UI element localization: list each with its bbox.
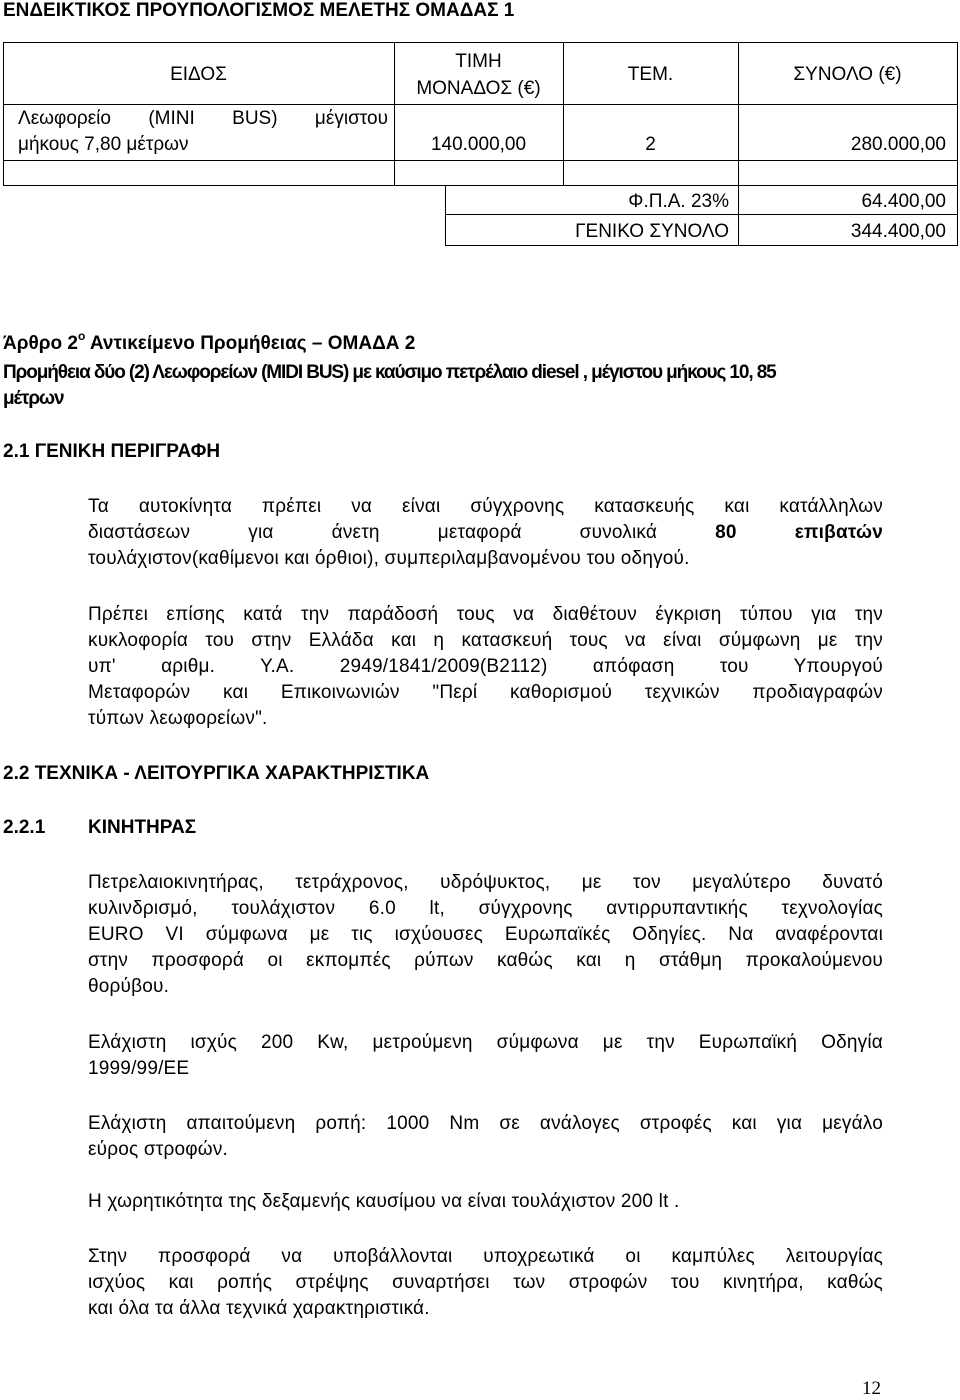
budget-table — [3, 42, 958, 247]
text-line: Η χωρητικότητα της δεξαμενής καυσίμου να είναι τουλάχιστον 200 lt . — [88, 1191, 680, 1212]
text-line: τουλάχιστον(καθίμενοι και όρθιοι), συμπεριλαμβανομένου του οδηγού. — [88, 548, 690, 569]
text-line: Μεταφορών και Επικοινωνιών "Περί καθορισμού τεχνικών προδιαγραφών — [88, 682, 883, 703]
row-item-line1: Λεωφορείο (MINI BUS) μέγιστου — [18, 108, 388, 129]
section-2-2-heading: 2.2 ΤΕΧΝΙΚΑ - ΛΕΙΤΟΥΡΓΙΚΑ ΧΑΡΑΚΤΗΡΙΣΤΙΚΑ — [3, 763, 430, 784]
section-2-2-1-number: 2.2.1 — [3, 817, 46, 838]
text-line: τύπων λεωφορείων". — [88, 708, 268, 729]
article-heading-sup: ο — [77, 329, 86, 343]
text-line: Τα αυτοκίνητα πρέπει να είναι σύγχρονης κατασκευής και κατάλληλων — [88, 496, 883, 517]
engine-paragraph-1 — [88, 870, 883, 1000]
text-line: θορύβου. — [88, 976, 170, 997]
text-line: ισχύος και ροπής στρέψης συναρτήσει των στροφών του κινητήρα, καθώς — [88, 1272, 883, 1293]
article-heading-pre: Άρθρο 2 — [3, 333, 78, 354]
grand-total-value: 344.400,00 — [850, 221, 946, 242]
text-line: εύρος στροφών. — [88, 1139, 229, 1160]
text-line: και όλα τα άλλα τεχνικά χαρακτηριστικά. — [88, 1298, 430, 1319]
table-rule-blank — [3, 185, 958, 186]
row-qty: 2 — [645, 134, 656, 155]
passengers-emphasis: 80 επιβατών — [715, 522, 883, 543]
grand-total-label: ΓΕΝΙΚΟ ΣΥΝΟΛΟ — [575, 221, 729, 242]
vat-label: Φ.Π.Α. 23% — [628, 191, 729, 212]
text-line: Ελάχιστη απαιτούμενη ροπή: 1000 Nm σε ανάλογες στροφές και για μεγάλο — [88, 1113, 883, 1134]
engine-paragraph-3 — [88, 1111, 883, 1163]
article-subtitle-line2: μέτρων — [3, 388, 64, 409]
article-heading-post: Αντικείμενο Προμήθειας – ΟΜΑΔΑ 2 — [85, 333, 416, 354]
header-qty: ΤΕΜ. — [627, 64, 674, 85]
table-rule-row — [3, 160, 958, 161]
section-2-2-1-heading: ΚΙΝΗΤΗΡΑΣ — [88, 817, 197, 838]
engine-paragraph-4 — [88, 1189, 883, 1215]
row-total: 280.000,00 — [850, 134, 946, 155]
text-line: κυλινδρισμό, τουλάχιστον 6.0 lt, σύγχρονης αντιρρυπαντικής τεχνολογίας — [88, 898, 883, 919]
header-total: ΣΥΝΟΛΟ (€) — [793, 64, 902, 85]
document-title: ΕΝΔΕΙΚΤΙΚΟΣ ΠΡΟΥΠΟΛΟΓΙΣΜΟΣ ΜΕΛΕΤΗΣ ΟΜΑΔΑΣ 1 — [3, 0, 515, 21]
article-heading — [3, 329, 416, 355]
text-line: Πετρελαιοκινητήρας, τετράχρονος, υδρόψυκτος, με τον μεγαλύτερο δυνατό — [88, 872, 883, 893]
text-line: στην προσφορά οι εκπομπές ρύπων καθώς και η στάθμη προκαλούμενου — [88, 950, 883, 971]
article-subtitle-line1: Προμήθεια δύο (2) Λεωφορείων (MIDI BUS) με καύσιμο πετρέλαιο diesel , μέγιστου μήκους 10, 85 — [3, 362, 776, 383]
page-number: 12 — [862, 1378, 881, 1399]
header-item: ΕΙΔΟΣ — [170, 64, 227, 85]
vat-value: 64.400,00 — [861, 191, 946, 212]
section-2-1-paragraph-2 — [88, 602, 883, 732]
text-line: κυκλοφορία του στην Ελλάδα και η κατασκευή τους να είναι σύμφωνη με την — [88, 630, 883, 651]
text-line-part: διαστάσεων για άνετη μεταφορά συνολικά — [88, 522, 716, 543]
header-unit-price-line1: ΤΙΜΗ — [455, 51, 502, 72]
text-line: Πρέπει επίσης κατά την παράδοσή τους να διαθέτουν έγκριση τύπου για την — [88, 604, 883, 625]
text-line: Στην προσφορά να υποβάλλονται υποχρεωτικά οι καμπύλες λειτουργίας — [88, 1246, 883, 1267]
text-line — [88, 520, 883, 546]
text-line: EURO VI σύμφωνα με τις ισχύουσες Ευρωπαϊκές Οδηγίες. Να αναφέρονται — [88, 924, 883, 945]
engine-paragraph-5 — [88, 1244, 883, 1322]
table-col-right — [957, 42, 958, 246]
text-line: υπ' αριθμ. Υ.Α. 2949/1841/2009(Β2112) απόφαση του Υπουργού — [88, 656, 883, 677]
text-line: Ελάχιστη ισχύς 200 Kw, μετρούμενη σύμφωνα με την Ευρωπαϊκή Οδηγία — [88, 1032, 883, 1053]
row-item-line2: μήκους 7,80 μέτρων — [18, 134, 189, 155]
table-rule-top — [3, 42, 958, 43]
header-unit-price-line2: ΜΟΝΑΔΟΣ (€) — [416, 78, 541, 99]
text-line: 1999/99/ΕΕ — [88, 1058, 190, 1079]
engine-paragraph-2 — [88, 1030, 883, 1082]
section-2-1-paragraph-1 — [88, 494, 883, 572]
row-unit-price: 140.000,00 — [430, 134, 527, 155]
section-2-1-heading: 2.1 ΓΕΝΙΚΗ ΠΕΡΙΓΡΑΦΗ — [3, 441, 221, 462]
